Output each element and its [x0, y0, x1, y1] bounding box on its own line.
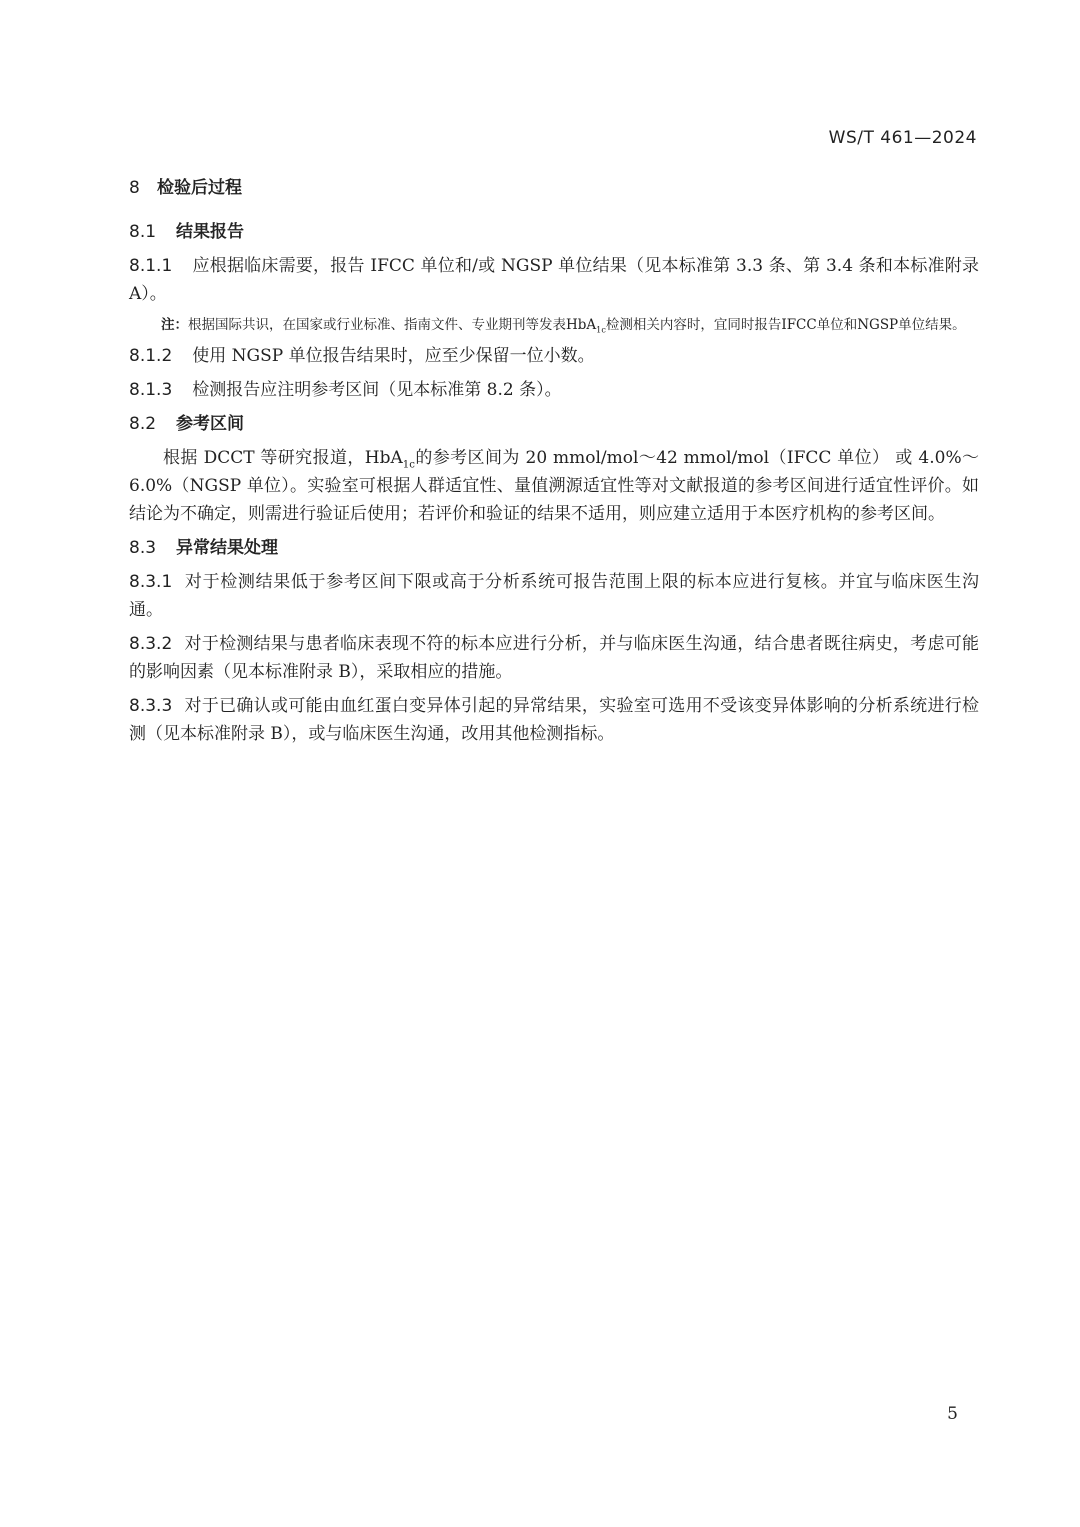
- section-title: 异常结果处理: [176, 538, 278, 558]
- clause-number: 8.3.1: [129, 572, 173, 592]
- clause-number: 8.3.3: [129, 696, 173, 716]
- note-8-1: [129, 314, 979, 336]
- page-number: 5: [947, 1404, 958, 1424]
- clause-8-3-3: [129, 692, 979, 748]
- section-number: 8.1: [129, 222, 157, 242]
- clause-number: 8.3.2: [129, 634, 173, 654]
- note-text-part1: 根据国际共识，在国家或行业标准、指南文件、专业期刊等发表HbA: [188, 317, 597, 333]
- section-number: 8.3: [129, 538, 157, 558]
- clause-8-1-2: [129, 342, 979, 370]
- section-8-1-heading: [129, 218, 979, 246]
- clause-8-3-2: [129, 630, 979, 686]
- clause-number: 8.1.1: [129, 256, 173, 276]
- paragraph-8-2: [129, 444, 979, 528]
- clause-text: 应根据临床需要，报告 IFCC 单位和/或 NGSP 单位结果（见本标准第 3.3 条、第 3.4 条和本标准附录 A）。: [129, 256, 979, 304]
- clause-text: 使用 NGSP 单位报告结果时，应至少保留一位小数。: [192, 346, 595, 366]
- section-8-2-heading: [129, 410, 979, 438]
- clause-number: 8.1.3: [129, 380, 173, 400]
- note-text-part2: 检测相关内容时，宜同时报告IFCC单位和NGSP单位结果。: [605, 317, 966, 333]
- paragraph-text-part1: 根据 DCCT 等研究报道，HbA: [163, 448, 403, 468]
- clause-text: 检测报告应注明参考区间（见本标准第 8.2 条）。: [192, 380, 562, 400]
- section-8-heading: [129, 174, 979, 202]
- section-8-3-heading: [129, 534, 979, 562]
- note-subscript: 1c: [596, 324, 606, 335]
- section-number: 8: [129, 178, 140, 198]
- paragraph-subscript: 1c: [402, 459, 415, 471]
- document-code: WS/T 461—2024: [828, 128, 977, 148]
- section-number: 8.2: [129, 414, 157, 434]
- clause-8-1-1: [129, 252, 979, 308]
- section-title: 参考区间: [176, 414, 244, 434]
- clause-8-3-1: [129, 568, 979, 624]
- clause-text: 对于已确认或可能由血红蛋白变异体引起的异常结果，实验室可选用不受该变异体影响的分析系统进行检测（见本标准附录 B），或与临床医生沟通，改用其他检测指标。: [129, 696, 979, 744]
- document-body: [129, 170, 979, 748]
- note-label: 注：: [161, 317, 188, 333]
- paragraph-text-part2: 的参考区间为 20 mmol/mol～42 mmol/mol（IFCC 单位） 或 4.0%～6.0%（NGSP 单位）。实验室可根据人群适宜性、量值溯源适宜性等对文献报道的参考区间进行适宜性评价。如结论为不确定，则需进行验证后使用；若评价和验证的结果不适用，则应建立适用于本医疗机构的参考区间。: [129, 448, 979, 524]
- clause-8-1-3: [129, 376, 979, 404]
- clause-number: 8.1.2: [129, 346, 173, 366]
- section-title: 检验后过程: [157, 178, 242, 198]
- clause-text: 对于检测结果低于参考区间下限或高于分析系统可报告范围上限的标本应进行复核。并宜与临床医生沟通。: [129, 572, 979, 620]
- clause-text: 对于检测结果与患者临床表现不符的标本应进行分析，并与临床医生沟通，结合患者既往病史，考虑可能的影响因素（见本标准附录 B），采取相应的措施。: [129, 634, 979, 682]
- section-title: 结果报告: [176, 222, 244, 242]
